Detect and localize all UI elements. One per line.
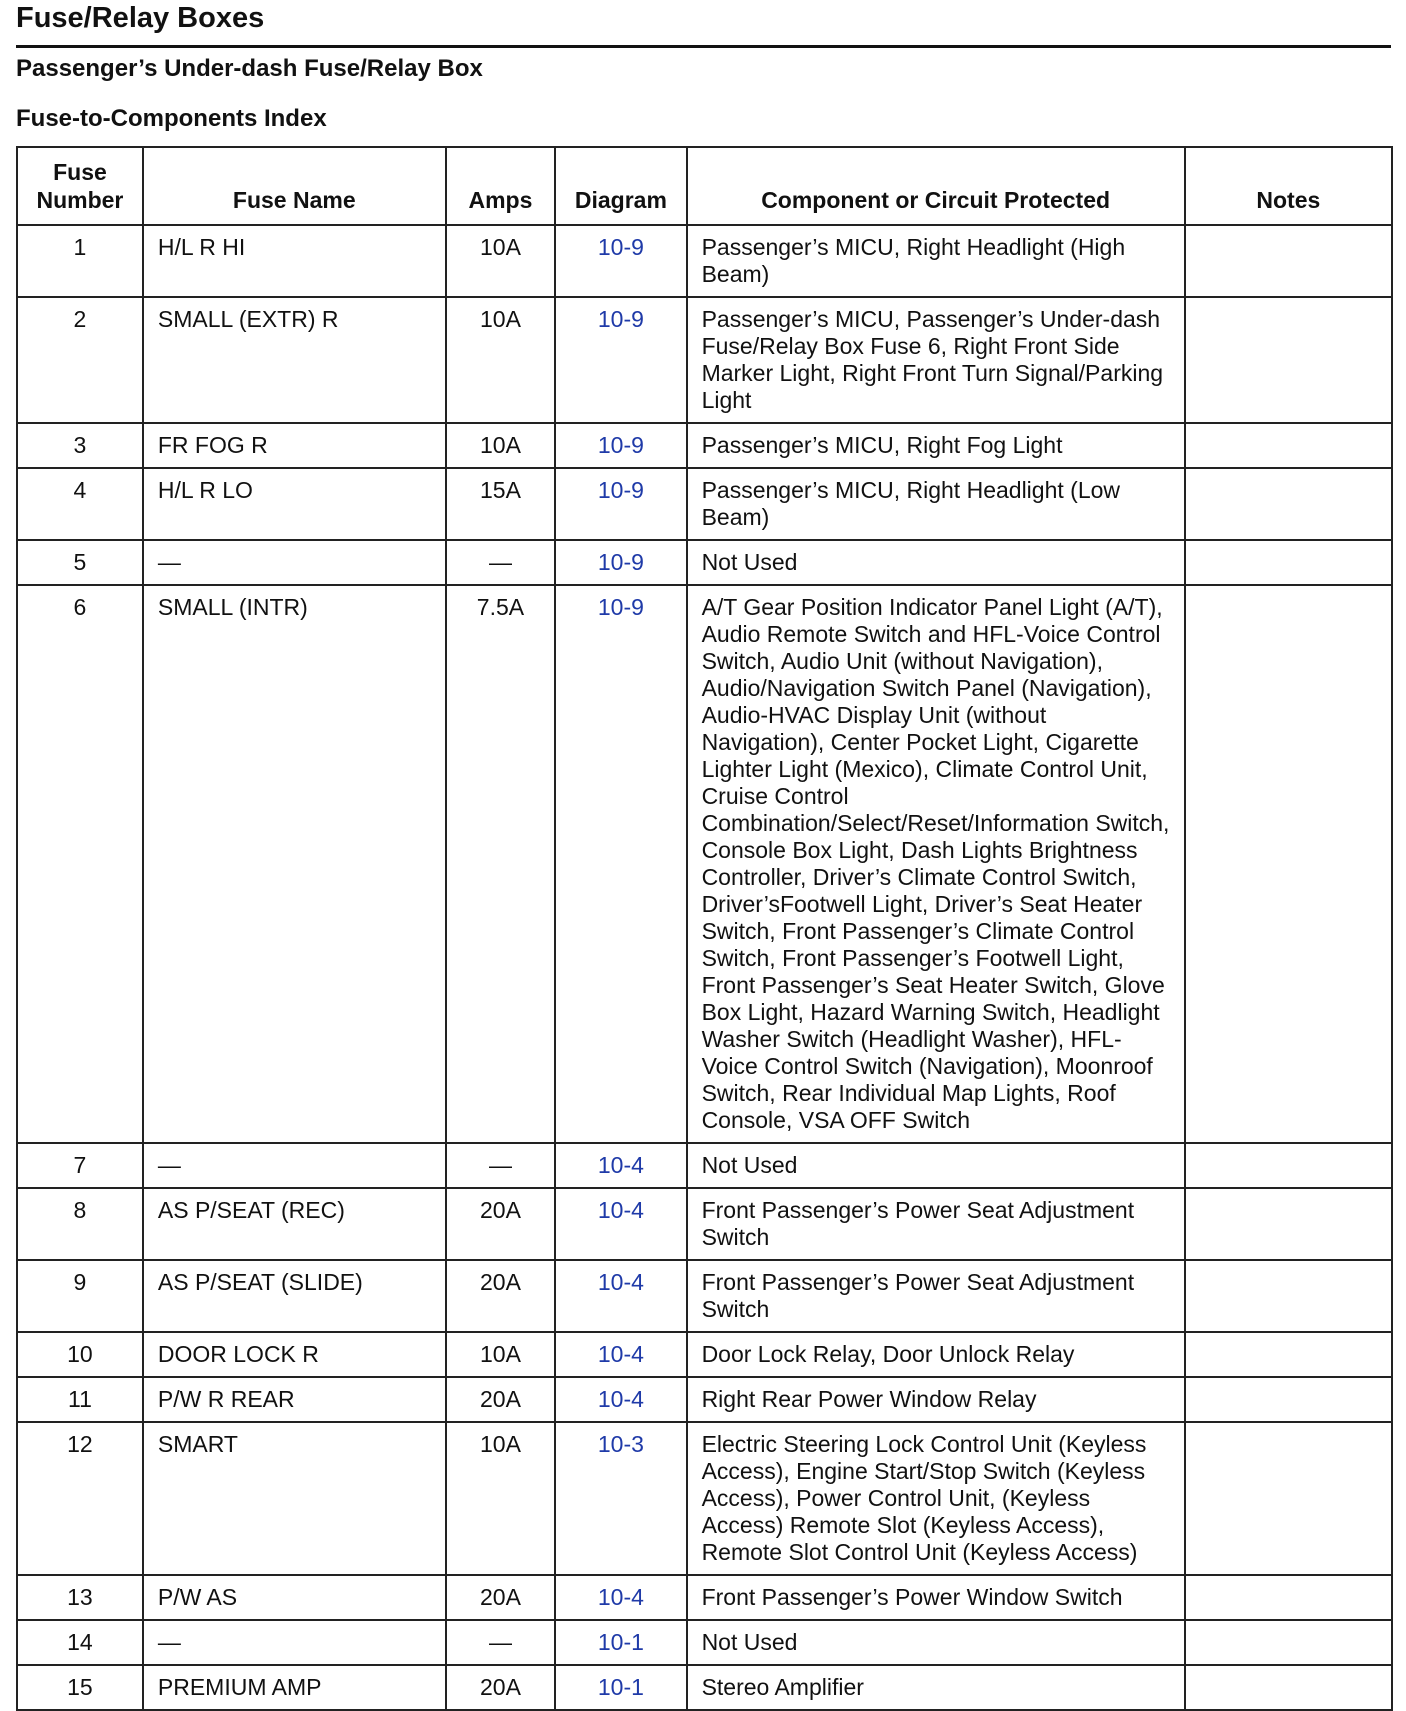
table-row [17,540,1392,585]
diagram-link[interactable]: 10-4 [555,1377,686,1422]
fuse-name-cell: H/L R LO [143,468,446,540]
component-cell: Not Used [687,1143,1185,1188]
component-cell: Front Passenger’s Power Window Switch [687,1575,1185,1620]
page-title: Fuse/Relay Boxes [16,2,265,34]
table-row [17,1422,1392,1575]
amps-cell: — [446,540,556,585]
fuse-name-cell: — [143,540,446,585]
amps-cell: 10A [446,1332,556,1377]
table-row [17,1260,1392,1332]
table-row [17,585,1392,1143]
fuse-number-cell: 9 [17,1260,143,1332]
diagram-link[interactable]: 10-4 [555,1575,686,1620]
fuse-number-cell: 14 [17,1620,143,1665]
header-notes: Notes [1185,147,1392,225]
notes-cell [1185,1260,1392,1332]
notes-cell [1185,1332,1392,1377]
amps-cell: 20A [446,1260,556,1332]
table-row [17,1143,1392,1188]
table-row [17,1332,1392,1377]
table-header-row [17,147,1392,225]
fuse-name-cell: FR FOG R [143,423,446,468]
fuse-name-cell: SMALL (EXTR) R [143,297,446,423]
table-row [17,225,1392,297]
component-cell: Not Used [687,540,1185,585]
amps-cell: 20A [446,1377,556,1422]
diagram-link[interactable]: 10-1 [555,1665,686,1710]
diagram-link[interactable]: 10-4 [555,1260,686,1332]
notes-cell [1185,225,1392,297]
fuse-number-cell: 10 [17,1332,143,1377]
notes-cell [1185,1575,1392,1620]
amps-cell: 20A [446,1188,556,1260]
header-amps: Amps [446,147,556,225]
fuse-name-cell: DOOR LOCK R [143,1332,446,1377]
fuse-name-cell: SMART [143,1422,446,1575]
fuse-name-cell: — [143,1620,446,1665]
table-row [17,1575,1392,1620]
fuse-name-cell: AS P/SEAT (REC) [143,1188,446,1260]
fuse-name-cell: SMALL (INTR) [143,585,446,1143]
fuse-number-cell: 2 [17,297,143,423]
table-row [17,423,1392,468]
diagram-link[interactable]: 10-4 [555,1332,686,1377]
subsection-title: Fuse-to-Components Index [16,105,327,132]
component-cell: Front Passenger’s Power Seat Adjustment Switch [687,1260,1185,1332]
component-cell: Stereo Amplifier [687,1665,1185,1710]
notes-cell [1185,468,1392,540]
header-fuse-number-line2: Number [36,187,124,213]
diagram-link[interactable]: 10-9 [555,540,686,585]
component-cell: Right Rear Power Window Relay [687,1377,1185,1422]
component-cell: Passenger’s MICU, Passenger’s Under-dash Fuse/Relay Box Fuse 6, Right Front Side Marker Light, Right Front Turn Signal/Parking Light [687,297,1185,423]
notes-cell [1185,1377,1392,1422]
fuse-number-cell: 5 [17,540,143,585]
component-cell: Passenger’s MICU, Right Headlight (Low Beam) [687,468,1185,540]
table-row [17,1665,1392,1710]
component-cell: Door Lock Relay, Door Unlock Relay [687,1332,1185,1377]
diagram-link[interactable]: 10-1 [555,1620,686,1665]
diagram-link[interactable]: 10-4 [555,1143,686,1188]
fuse-name-cell: PREMIUM AMP [143,1665,446,1710]
fuse-name-cell: H/L R HI [143,225,446,297]
header-fuse-number-line1: Fuse [53,159,107,185]
amps-cell: 15A [446,468,556,540]
fuse-number-cell: 8 [17,1188,143,1260]
diagram-link[interactable]: 10-4 [555,1188,686,1260]
fuse-number-cell: 7 [17,1143,143,1188]
notes-cell [1185,1665,1392,1710]
component-cell: Not Used [687,1620,1185,1665]
amps-cell: 7.5A [446,585,556,1143]
component-cell: Electric Steering Lock Control Unit (Keyless Access), Engine Start/Stop Switch (Keyless Access), Power Control Unit, (Keyless Access) Remote Slot (Keyless Access), Remote Slot Control Unit (Keyless Access) [687,1422,1185,1575]
title-divider [16,45,1391,48]
notes-cell [1185,1422,1392,1575]
notes-cell [1185,297,1392,423]
notes-cell [1185,540,1392,585]
fuse-name-cell: AS P/SEAT (SLIDE) [143,1260,446,1332]
section-title: Passenger’s Under-dash Fuse/Relay Box [16,55,483,82]
fuse-name-cell: P/W AS [143,1575,446,1620]
notes-cell [1185,585,1392,1143]
fuse-number-cell: 11 [17,1377,143,1422]
amps-cell: 20A [446,1665,556,1710]
component-cell: A/T Gear Position Indicator Panel Light (A/T), Audio Remote Switch and HFL-Voice Control Switch, Audio Unit (without Navigation), Audio/Navigation Switch Panel (Navigation), Audio-HVAC Display Unit (without Navigation), Center Pocket Light, Cigarette Lighter Light (Mexico), Climate Control Unit, Cruise Control Combination/Select/Reset/Information Switch, Console Box Light, Dash Lights Brightness Controller, Driver’s Climate Control Switch, Driver’sFootwell Light, Driver’s Seat Heater Switch, Front Passenger’s Climate Control Switch, Front Passenger’s Footwell Light, Front Passenger’s Seat Heater Switch, Glove Box Light, Hazard Warning Switch, Headlight Washer Switch (Headlight Washer), HFL-Voice Control Switch (Navigation), Moonroof Switch, Rear Individual Map Lights, Roof Console, VSA OFF Switch [687,585,1185,1143]
table-row [17,468,1392,540]
fuse-number-cell: 3 [17,423,143,468]
amps-cell: — [446,1143,556,1188]
component-cell: Passenger’s MICU, Right Headlight (High Beam) [687,225,1185,297]
diagram-link[interactable]: 10-9 [555,585,686,1143]
header-fuse-number [17,147,143,225]
diagram-link[interactable]: 10-9 [555,225,686,297]
notes-cell [1185,1188,1392,1260]
amps-cell: 20A [446,1575,556,1620]
header-diagram: Diagram [555,147,686,225]
amps-cell: 10A [446,225,556,297]
diagram-link[interactable]: 10-9 [555,423,686,468]
notes-cell [1185,423,1392,468]
fuse-number-cell: 6 [17,585,143,1143]
diagram-link[interactable]: 10-9 [555,468,686,540]
amps-cell: 10A [446,423,556,468]
table-row [17,1377,1392,1422]
notes-cell [1185,1143,1392,1188]
table-row [17,297,1392,423]
amps-cell: 10A [446,297,556,423]
component-cell: Passenger’s MICU, Right Fog Light [687,423,1185,468]
table-row [17,1620,1392,1665]
fuse-number-cell: 15 [17,1665,143,1710]
fuse-name-cell: P/W R REAR [143,1377,446,1422]
header-fuse-name: Fuse Name [143,147,446,225]
fuse-name-cell: — [143,1143,446,1188]
diagram-link[interactable]: 10-9 [555,297,686,423]
fuse-table-body [17,225,1392,1710]
diagram-link[interactable]: 10-3 [555,1422,686,1575]
fuse-number-cell: 12 [17,1422,143,1575]
amps-cell: — [446,1620,556,1665]
component-cell: Front Passenger’s Power Seat Adjustment Switch [687,1188,1185,1260]
fuse-number-cell: 1 [17,225,143,297]
table-row [17,1188,1392,1260]
fuse-index-table [16,146,1393,1711]
header-component: Component or Circuit Protected [687,147,1185,225]
amps-cell: 10A [446,1422,556,1575]
notes-cell [1185,1620,1392,1665]
fuse-number-cell: 4 [17,468,143,540]
fuse-number-cell: 13 [17,1575,143,1620]
